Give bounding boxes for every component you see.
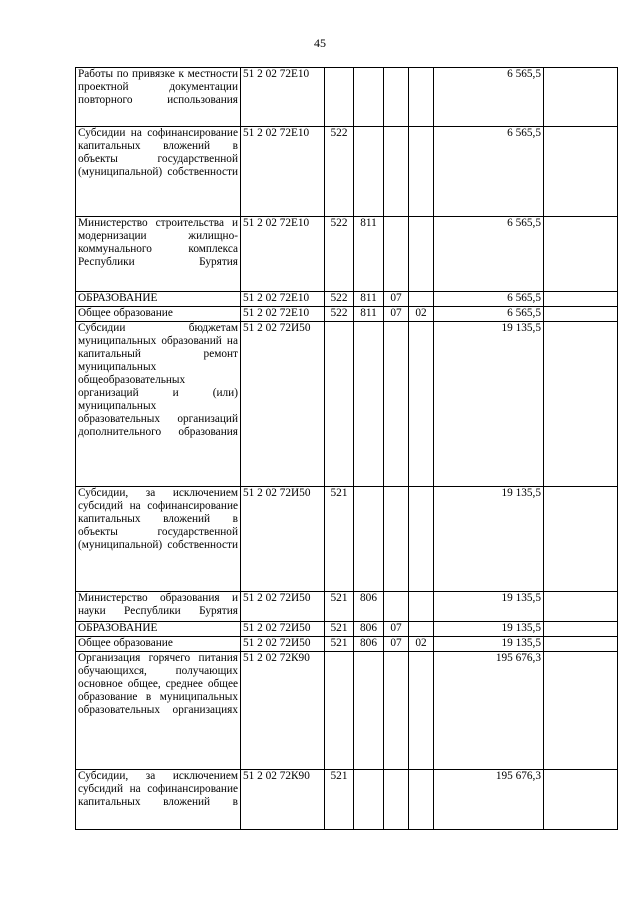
cell-name: Министерство строительства и модернизации жилищно-коммунального комплекса Республики Бурятия [76, 217, 241, 292]
cell-grbs: 806 [354, 637, 384, 652]
cell-rz: 07 [384, 622, 409, 637]
cell-name: ОБРАЗОВАНИЕ [76, 292, 241, 307]
cell-name: Общее образование [76, 637, 241, 652]
cell-pr [409, 292, 434, 307]
cell-pr [409, 770, 434, 830]
table-row [76, 322, 618, 487]
cell-extra [544, 217, 618, 292]
table-row [76, 217, 618, 292]
table-row [76, 487, 618, 592]
cell-sum: 19 135,5 [434, 487, 544, 592]
cell-vr: 521 [325, 622, 354, 637]
cell-name: Организация горячего питания обучающихся, получающих основное общее, среднее общее образование в муниципальных образовательных организациях [76, 652, 241, 770]
cell-name: Общее образование [76, 307, 241, 322]
cell-sum: 6 565,5 [434, 307, 544, 322]
cell-grbs [354, 487, 384, 592]
cell-rz [384, 770, 409, 830]
cell-extra [544, 307, 618, 322]
cell-code: 51 2 02 72Е10 [241, 217, 325, 292]
cell-vr: 521 [325, 592, 354, 622]
cell-extra [544, 292, 618, 307]
cell-name: Субсидии, за исключением субсидий на софинансирование капитальных вложений в [76, 770, 241, 830]
cell-vr: 521 [325, 637, 354, 652]
cell-extra [544, 592, 618, 622]
cell-name: Субсидии бюджетам муниципальных образований на капитальный ремонт муниципальных общеобразовательных организаций и (или) муниципальных образовательных организаций дополнительного образования [76, 322, 241, 487]
cell-extra [544, 68, 618, 127]
cell-extra [544, 622, 618, 637]
cell-vr [325, 322, 354, 487]
cell-extra [544, 652, 618, 770]
cell-rz: 07 [384, 637, 409, 652]
cell-code: 51 2 02 72К90 [241, 652, 325, 770]
cell-grbs [354, 770, 384, 830]
cell-rz: 07 [384, 292, 409, 307]
cell-vr: 522 [325, 307, 354, 322]
cell-code: 51 2 02 72И50 [241, 322, 325, 487]
cell-vr [325, 652, 354, 770]
cell-pr [409, 68, 434, 127]
table-row [76, 292, 618, 307]
cell-pr [409, 592, 434, 622]
table-row [76, 622, 618, 637]
cell-rz [384, 127, 409, 217]
cell-sum: 19 135,5 [434, 622, 544, 637]
cell-sum: 195 676,3 [434, 770, 544, 830]
cell-rz: 07 [384, 307, 409, 322]
cell-grbs [354, 652, 384, 770]
cell-sum: 19 135,5 [434, 637, 544, 652]
cell-vr: 521 [325, 487, 354, 592]
cell-extra [544, 487, 618, 592]
cell-code: 51 2 02 72Е10 [241, 307, 325, 322]
cell-name: ОБРАЗОВАНИЕ [76, 622, 241, 637]
cell-vr: 521 [325, 770, 354, 830]
cell-pr [409, 652, 434, 770]
cell-pr [409, 622, 434, 637]
table-row [76, 637, 618, 652]
table-row [76, 592, 618, 622]
cell-pr [409, 127, 434, 217]
budget-table [75, 67, 618, 830]
cell-name: Работы по привязке к местности проектной документации повторного использования [76, 68, 241, 127]
cell-sum: 6 565,5 [434, 292, 544, 307]
cell-name: Субсидии, за исключением субсидий на софинансирование капитальных вложений в объекты государственной (муниципальной) собственности [76, 487, 241, 592]
budget-table-body [76, 68, 618, 830]
cell-rz [384, 652, 409, 770]
cell-rz [384, 592, 409, 622]
cell-vr: 522 [325, 217, 354, 292]
page-number: 45 [314, 36, 326, 50]
cell-grbs: 811 [354, 292, 384, 307]
table-row [76, 307, 618, 322]
cell-rz [384, 217, 409, 292]
cell-extra [544, 127, 618, 217]
cell-name: Министерство образования и науки Республики Бурятия [76, 592, 241, 622]
cell-code: 51 2 02 72И50 [241, 622, 325, 637]
cell-extra [544, 770, 618, 830]
cell-grbs: 811 [354, 307, 384, 322]
cell-rz [384, 68, 409, 127]
cell-grbs [354, 127, 384, 217]
cell-name: Субсидии на софинансирование капитальных вложений в объекты государственной (муниципальной) собственности [76, 127, 241, 217]
cell-sum: 19 135,5 [434, 592, 544, 622]
cell-code: 51 2 02 72И50 [241, 592, 325, 622]
table-row [76, 652, 618, 770]
cell-vr: 522 [325, 127, 354, 217]
cell-code: 51 2 02 72И50 [241, 487, 325, 592]
cell-sum: 6 565,5 [434, 127, 544, 217]
cell-sum: 19 135,5 [434, 322, 544, 487]
cell-grbs [354, 322, 384, 487]
cell-rz [384, 487, 409, 592]
cell-code: 51 2 02 72И50 [241, 637, 325, 652]
cell-pr [409, 487, 434, 592]
cell-grbs [354, 68, 384, 127]
cell-code: 51 2 02 72Е10 [241, 292, 325, 307]
cell-code: 51 2 02 72К90 [241, 770, 325, 830]
cell-extra [544, 322, 618, 487]
cell-pr: 02 [409, 637, 434, 652]
cell-code: 51 2 02 72Е10 [241, 127, 325, 217]
cell-extra [544, 637, 618, 652]
cell-pr [409, 217, 434, 292]
cell-code: 51 2 02 72Е10 [241, 68, 325, 127]
cell-vr [325, 68, 354, 127]
cell-sum: 6 565,5 [434, 217, 544, 292]
cell-pr [409, 322, 434, 487]
table-row [76, 127, 618, 217]
cell-vr: 522 [325, 292, 354, 307]
cell-grbs: 806 [354, 592, 384, 622]
cell-grbs: 811 [354, 217, 384, 292]
cell-pr: 02 [409, 307, 434, 322]
cell-rz [384, 322, 409, 487]
table-row [76, 770, 618, 830]
table-row [76, 68, 618, 127]
cell-grbs: 806 [354, 622, 384, 637]
cell-sum: 6 565,5 [434, 68, 544, 127]
cell-sum: 195 676,3 [434, 652, 544, 770]
